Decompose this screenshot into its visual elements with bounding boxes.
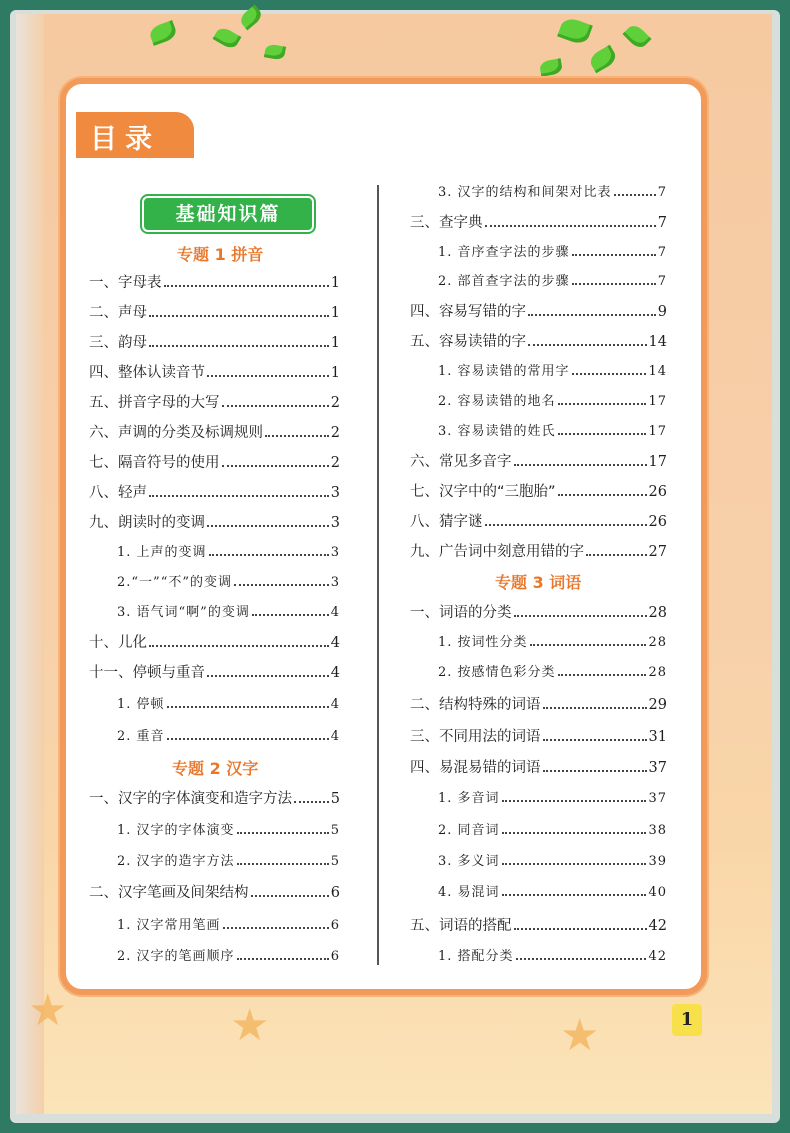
entry-page: 39 xyxy=(648,854,667,869)
column-divider xyxy=(377,185,379,965)
toc-entry[interactable] xyxy=(410,510,667,532)
dot-leader xyxy=(502,862,647,865)
toc-entry[interactable] xyxy=(410,211,667,233)
section-heading: 专题 2 汉字 xyxy=(172,759,259,778)
toc-subentry[interactable] xyxy=(438,360,667,382)
toc-entry[interactable] xyxy=(89,631,340,653)
toc-subentry[interactable] xyxy=(438,270,667,292)
toc-subentry[interactable] xyxy=(117,571,340,593)
toc-subentry[interactable] xyxy=(438,945,667,967)
entry-page: 14 xyxy=(648,334,667,350)
toc-subentry[interactable] xyxy=(117,819,340,841)
toc-entry[interactable] xyxy=(410,300,667,322)
toc-subentry[interactable] xyxy=(438,881,667,903)
entry-title: 三、查字典 xyxy=(410,215,483,231)
toc-subentry[interactable] xyxy=(438,787,667,809)
dot-leader xyxy=(558,493,647,496)
part-badge: 基础知识篇 xyxy=(142,196,314,232)
dot-leader xyxy=(207,524,329,527)
entry-title: 1. 搭配分类 xyxy=(438,949,514,964)
entry-page: 2 xyxy=(330,425,340,441)
toc-subentry[interactable] xyxy=(117,693,340,715)
dot-leader xyxy=(514,463,647,466)
entry-page: 7 xyxy=(657,215,667,231)
dot-leader xyxy=(209,553,329,556)
entry-title: 三、韵母 xyxy=(89,335,147,351)
page-edge xyxy=(16,14,44,1114)
dot-leader xyxy=(572,372,647,375)
dot-leader xyxy=(164,284,329,287)
entry-page: 2 xyxy=(330,395,340,411)
entry-page: 4 xyxy=(330,635,340,651)
entry-title: 五、容易读错的字 xyxy=(410,334,526,350)
dot-leader xyxy=(222,464,329,467)
toc-subentry[interactable] xyxy=(438,631,667,653)
entry-page: 7 xyxy=(657,245,667,260)
dot-leader xyxy=(251,894,329,897)
entry-title: 九、广告词中刻意用错的字 xyxy=(410,544,584,560)
toc-entry[interactable] xyxy=(410,693,667,715)
entry-page: 42 xyxy=(648,918,667,934)
entry-page: 37 xyxy=(648,791,667,806)
toc-subentry[interactable] xyxy=(117,725,340,747)
entry-title: 1. 汉字常用笔画 xyxy=(117,918,221,933)
entry-title: 3. 语气词“啊”的变调 xyxy=(117,605,250,620)
entry-page: 17 xyxy=(648,454,667,470)
entry-page: 17 xyxy=(648,424,667,439)
toc-entry[interactable] xyxy=(89,391,340,413)
dot-leader xyxy=(265,434,329,437)
dot-leader xyxy=(543,769,647,772)
entry-page: 4 xyxy=(330,665,340,681)
toc-subentry[interactable] xyxy=(438,850,667,872)
toc-subentry[interactable] xyxy=(438,420,667,442)
entry-page: 29 xyxy=(648,697,667,713)
toc-subentry[interactable] xyxy=(438,241,667,263)
toc-subentry[interactable] xyxy=(117,945,340,967)
entry-page: 3 xyxy=(330,545,340,560)
entry-page: 1 xyxy=(330,305,340,321)
dot-leader xyxy=(586,553,647,556)
dot-leader xyxy=(294,800,329,803)
entry-page: 3 xyxy=(330,485,340,501)
toc-entry[interactable] xyxy=(89,511,340,533)
entry-page: 1 xyxy=(330,365,340,381)
toc-subentry[interactable] xyxy=(117,601,340,623)
dot-leader xyxy=(237,862,329,865)
entry-title: 1. 音序查字法的步骤 xyxy=(438,245,570,260)
toc-subentry[interactable] xyxy=(117,914,340,936)
entry-page: 5 xyxy=(330,791,340,807)
entry-title: 3. 多义词 xyxy=(438,854,500,869)
toc-entry[interactable] xyxy=(410,540,667,562)
entry-title: 八、猜字谜 xyxy=(410,514,483,530)
entry-title: 六、常见多音字 xyxy=(410,454,512,470)
entry-title: 2. 汉字的造字方法 xyxy=(117,854,235,869)
entry-title: 1. 上声的变调 xyxy=(117,545,207,560)
toc-subentry[interactable] xyxy=(117,850,340,872)
entry-title: 五、拼音字母的大写 xyxy=(89,395,220,411)
dot-leader xyxy=(528,343,647,346)
toc-entry[interactable] xyxy=(410,756,667,778)
entry-title: 二、汉字笔画及间架结构 xyxy=(89,885,249,901)
entry-page: 9 xyxy=(657,304,667,320)
toc-entry[interactable] xyxy=(89,881,340,903)
dot-leader xyxy=(207,674,329,677)
toc-subentry[interactable] xyxy=(438,661,667,683)
entry-title: 1. 按词性分类 xyxy=(438,635,528,650)
entry-title: 七、汉字中的“三胞胎” xyxy=(410,484,556,500)
dot-leader xyxy=(558,402,647,405)
dot-leader xyxy=(558,673,647,676)
entry-title: 四、容易写错的字 xyxy=(410,304,526,320)
dot-leader xyxy=(149,644,329,647)
section-heading: 专题 3 词语 xyxy=(495,573,582,592)
entry-page: 26 xyxy=(648,514,667,530)
dot-leader xyxy=(558,432,647,435)
toc-entry[interactable] xyxy=(410,450,667,472)
entry-title: 六、声调的分类及标调规则 xyxy=(89,425,263,441)
entry-title: 2. 部首查字法的步骤 xyxy=(438,274,570,289)
entry-title: 2. 汉字的笔画顺序 xyxy=(117,949,235,964)
entry-title: 八、轻声 xyxy=(89,485,147,501)
entry-title: 2. 重音 xyxy=(117,729,165,744)
entry-page: 28 xyxy=(648,605,667,621)
dot-leader xyxy=(528,313,656,316)
entry-page: 17 xyxy=(648,394,667,409)
entry-page: 6 xyxy=(330,949,340,964)
entry-title: 三、不同用法的词语 xyxy=(410,729,541,745)
entry-page: 40 xyxy=(648,885,667,900)
toc-entry[interactable] xyxy=(410,601,667,623)
entry-page: 14 xyxy=(648,364,667,379)
dot-leader xyxy=(614,193,656,196)
dot-leader xyxy=(530,643,647,646)
page-title: 目录 xyxy=(90,124,160,155)
entry-page: 27 xyxy=(648,544,667,560)
entry-title: 二、声母 xyxy=(89,305,147,321)
toc-entry[interactable] xyxy=(89,481,340,503)
toc-entry[interactable] xyxy=(410,725,667,747)
star-decoration: ★ xyxy=(560,1010,600,1061)
dot-leader xyxy=(149,494,329,497)
entry-page: 4 xyxy=(330,729,340,744)
entry-title: 四、易混易错的词语 xyxy=(410,760,541,776)
dot-leader xyxy=(167,737,329,740)
dot-leader xyxy=(222,404,329,407)
dot-leader xyxy=(514,927,647,930)
entry-page: 4 xyxy=(330,697,340,712)
entry-page: 7 xyxy=(657,274,667,289)
entry-title: 四、整体认读音节 xyxy=(89,365,205,381)
toc-entry[interactable] xyxy=(89,271,340,293)
entry-page: 6 xyxy=(330,885,340,901)
entry-title: 3. 汉字的结构和间架对比表 xyxy=(438,185,612,200)
toc-entry[interactable] xyxy=(89,421,340,443)
dot-leader xyxy=(485,523,647,526)
entry-title: 2. 按感情色彩分类 xyxy=(438,665,556,680)
dot-leader xyxy=(252,613,329,616)
entry-page: 28 xyxy=(648,635,667,650)
entry-page: 42 xyxy=(648,949,667,964)
toc-subentry[interactable] xyxy=(438,181,667,203)
dot-leader xyxy=(516,957,647,960)
entry-title: 1. 停顿 xyxy=(117,697,165,712)
entry-title: 1. 汉字的字体演变 xyxy=(117,823,235,838)
dot-leader xyxy=(149,344,329,347)
dot-leader xyxy=(207,374,329,377)
entry-page: 1 xyxy=(330,275,340,291)
toc-subentry[interactable] xyxy=(438,819,667,841)
entry-title: 九、朗读时的变调 xyxy=(89,515,205,531)
dot-leader xyxy=(223,926,329,929)
entry-title: 二、结构特殊的词语 xyxy=(410,697,541,713)
dot-leader xyxy=(543,706,647,709)
entry-page: 3 xyxy=(330,575,340,590)
entry-title: 一、词语的分类 xyxy=(410,605,512,621)
entry-title: 一、汉字的字体演变和造字方法 xyxy=(89,791,292,807)
section-heading: 专题 1 拼音 xyxy=(177,245,264,264)
entry-page: 37 xyxy=(648,760,667,776)
toc-entry[interactable] xyxy=(89,451,340,473)
entry-title: 1. 容易读错的常用字 xyxy=(438,364,570,379)
toc-entry[interactable] xyxy=(89,301,340,323)
dot-leader xyxy=(543,738,647,741)
entry-page: 7 xyxy=(657,185,667,200)
entry-title: 4. 易混词 xyxy=(438,885,500,900)
dot-leader xyxy=(572,253,656,256)
dot-leader xyxy=(514,614,647,617)
entry-title: 2. 容易读错的地名 xyxy=(438,394,556,409)
entry-title: 2. 同音词 xyxy=(438,823,500,838)
toc-entry[interactable] xyxy=(89,787,340,809)
dot-leader xyxy=(237,831,329,834)
toc-entry[interactable] xyxy=(410,914,667,936)
star-decoration: ★ xyxy=(230,1000,270,1051)
entry-page: 31 xyxy=(648,729,667,745)
toc-entry[interactable] xyxy=(89,361,340,383)
dot-leader xyxy=(167,705,329,708)
entry-page: 28 xyxy=(648,665,667,680)
entry-title: 五、词语的搭配 xyxy=(410,918,512,934)
entry-title: 十、儿化 xyxy=(89,635,147,651)
dot-leader xyxy=(502,799,647,802)
toc-entry[interactable] xyxy=(89,331,340,353)
dot-leader xyxy=(237,957,329,960)
entry-page: 5 xyxy=(330,823,340,838)
dot-leader xyxy=(149,314,329,317)
toc-entry[interactable] xyxy=(410,480,667,502)
entry-title: 1. 多音词 xyxy=(438,791,500,806)
star-decoration: ★ xyxy=(28,985,68,1036)
dot-leader xyxy=(502,893,647,896)
dot-leader xyxy=(485,224,656,227)
toc-subentry[interactable] xyxy=(438,390,667,412)
dot-leader xyxy=(234,583,329,586)
entry-page: 2 xyxy=(330,455,340,471)
toc-subentry[interactable] xyxy=(117,541,340,563)
entry-title: 3. 容易读错的姓氏 xyxy=(438,424,556,439)
dot-leader xyxy=(502,831,647,834)
entry-title: 2.“一”“不”的变调 xyxy=(117,575,232,590)
entry-page: 6 xyxy=(330,918,340,933)
entry-title: 一、字母表 xyxy=(89,275,162,291)
entry-title: 七、隔音符号的使用 xyxy=(89,455,220,471)
entry-title: 十一、停顿与重音 xyxy=(89,665,205,681)
entry-page: 4 xyxy=(330,605,340,620)
entry-page: 5 xyxy=(330,854,340,869)
page-number: 1 xyxy=(672,1004,702,1036)
dot-leader xyxy=(572,282,656,285)
entry-page: 26 xyxy=(648,484,667,500)
toc-entry[interactable] xyxy=(89,661,340,683)
toc-entry[interactable] xyxy=(410,330,667,352)
entry-page: 3 xyxy=(330,515,340,531)
entry-page: 1 xyxy=(330,335,340,351)
entry-page: 38 xyxy=(648,823,667,838)
